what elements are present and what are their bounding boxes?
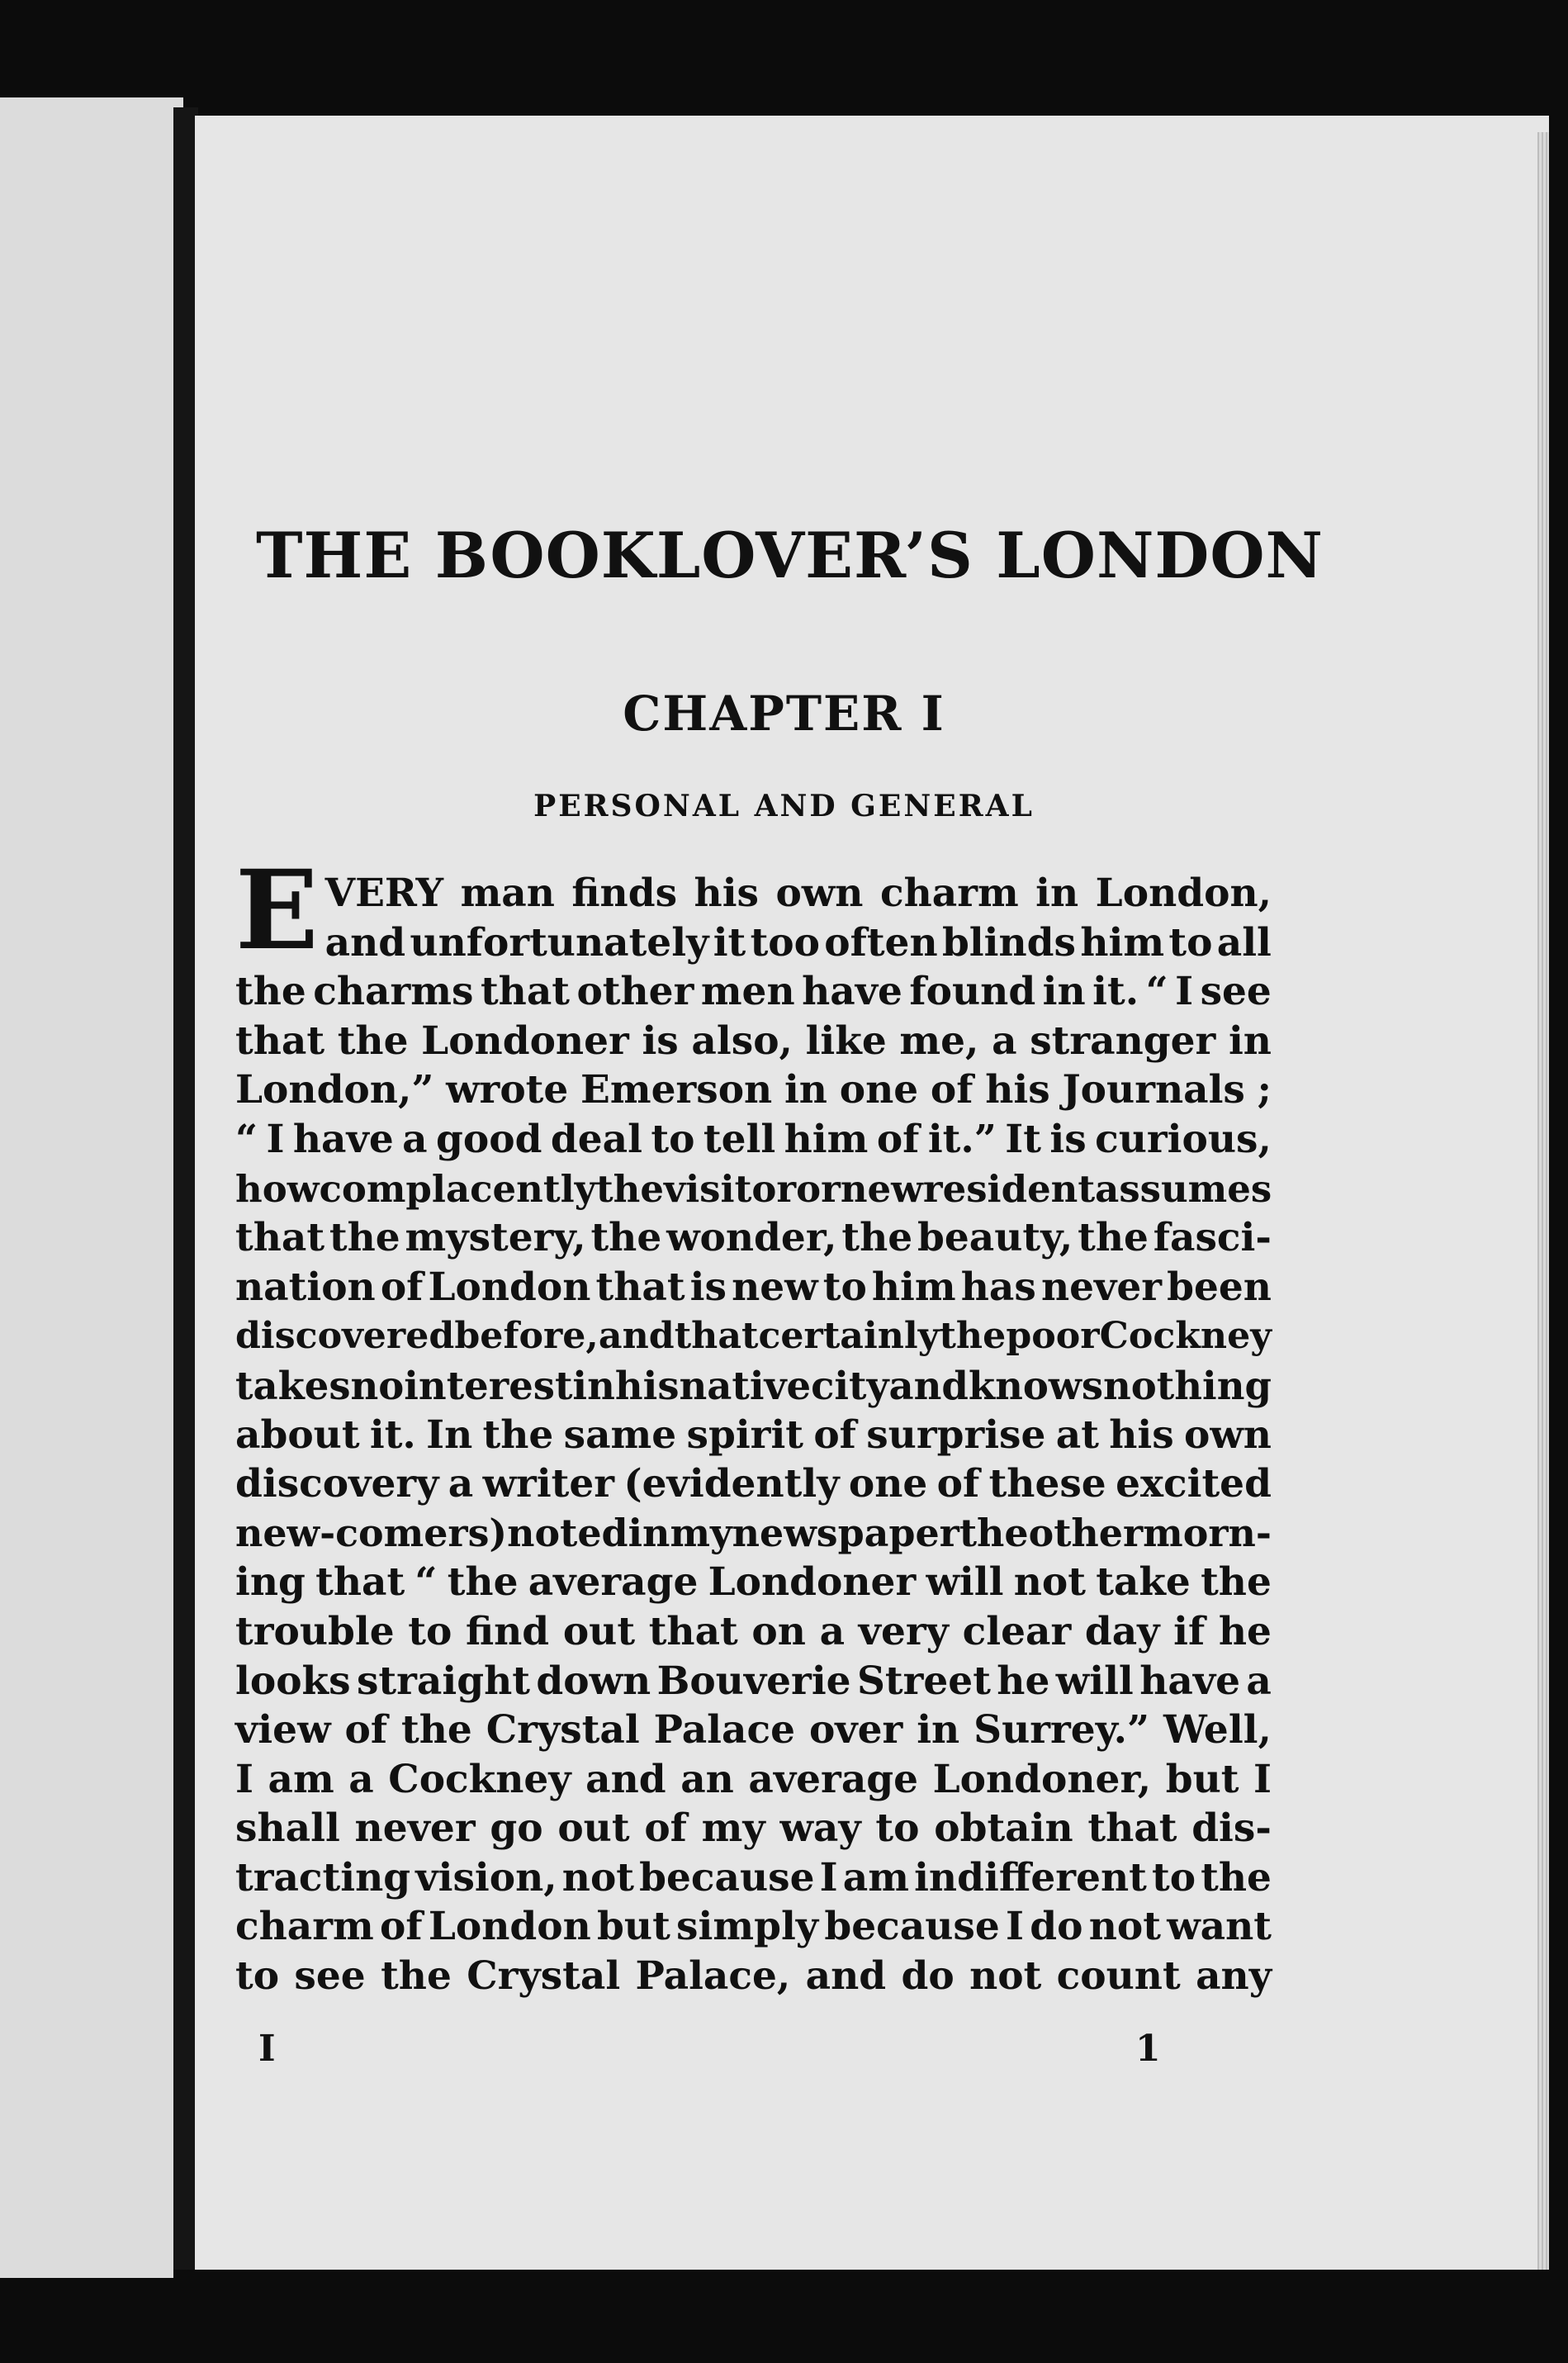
text-line-content: I am a Cockney and an average Londoner, but I [235, 1756, 1272, 1802]
text-line [325, 918, 1272, 968]
text-line-content: to see the Crystal Palace, and do not count any [235, 1953, 1272, 2000]
chapter-subtitle: PERSONAL AND GENERAL [533, 789, 1035, 823]
text-line-content: takes no interest in his native city and knows nothing [235, 1362, 1272, 1408]
scan-bottom-border [173, 2270, 1568, 2363]
drop-cap-letter: E [235, 847, 319, 975]
left-page-edge [0, 97, 183, 2278]
text-line-content: new-comers) noted in my newspaper the other morn- [235, 1510, 1272, 1555]
text-line-content: view of the Crystal Palace over in Surrey.” Well, [235, 1707, 1272, 1753]
text-line [235, 1165, 1272, 1214]
chapter-heading: CHAPTER I [623, 686, 945, 742]
page-number: 1 [1135, 2028, 1161, 2070]
text-line [235, 1312, 1272, 1361]
opening-lines [325, 869, 1272, 967]
text-line [235, 1853, 1272, 1903]
text-line [235, 1755, 1272, 1805]
text-line [235, 1952, 1272, 2001]
text-line-content: charm of London but simply because I do not want [235, 1904, 1272, 1950]
text-line-content: and unfortunately it too often blinds him to all [324, 919, 1272, 966]
text-line [235, 1361, 1272, 1411]
text-line-content: tracting vision, not because I am indifferent to the [235, 1854, 1272, 1900]
text-line-content: discovery a writer (evidently one of these excited [235, 1461, 1272, 1507]
text-line-content: that the mystery, the wonder, the beauty, the fasci- [235, 1215, 1272, 1261]
text-line [235, 967, 1272, 1017]
text-line-content: shall never go out of my way to obtain that dis- [235, 1805, 1272, 1852]
text-line [235, 1017, 1272, 1066]
text-line [235, 1558, 1272, 1607]
book-title: THE BOOKLOVER’S LONDON [256, 519, 1324, 592]
text-line [235, 1706, 1272, 1755]
page-stack-edge [1537, 132, 1549, 2271]
text-line [235, 1065, 1272, 1115]
text-line-content: about it. In the same spirit of surprise at his own [235, 1412, 1272, 1458]
text-line-content: ing that “ the average Londoner will not take the [235, 1559, 1272, 1606]
text-line-content: how complacently the visitor or new resident assumes [235, 1166, 1272, 1211]
text-line-content: “ I have a good deal to tell him of it.” It is curious, [235, 1116, 1272, 1162]
text-line [325, 869, 1272, 918]
text-line [235, 1607, 1272, 1657]
text-line-content: nation of London that is new to him has never been [235, 1264, 1272, 1310]
text-line [235, 1411, 1272, 1460]
text-line [235, 1804, 1272, 1853]
text-line-content: that the Londoner is also, like me, a stranger in [235, 1018, 1272, 1064]
text-line [235, 1657, 1272, 1706]
text-line [235, 1213, 1272, 1263]
text-line-content: VERY man finds his own charm in London, [324, 871, 1272, 916]
text-line-content: London,” wrote Emerson in one of his Journals ; [235, 1067, 1272, 1113]
opening-paragraph-start [235, 847, 1272, 975]
text-line [235, 1509, 1272, 1559]
text-line-content: discovered before, and that certainly the poor Cockney [235, 1314, 1272, 1358]
text-line [235, 1115, 1272, 1165]
chapter-body-text [235, 847, 1272, 2001]
signature-mark: I [258, 2028, 276, 2070]
text-line [235, 1902, 1272, 1952]
text-line [235, 1263, 1272, 1312]
paragraph-lines [235, 967, 1272, 2000]
text-line-content: trouble to find out that on a very clear day if he [235, 1608, 1272, 1654]
text-line-content: looks straight down Bouverie Street he will have a [235, 1658, 1272, 1704]
text-line-content: the charms that other men have found in it. “ I see [235, 969, 1272, 1015]
text-line [235, 1459, 1272, 1509]
